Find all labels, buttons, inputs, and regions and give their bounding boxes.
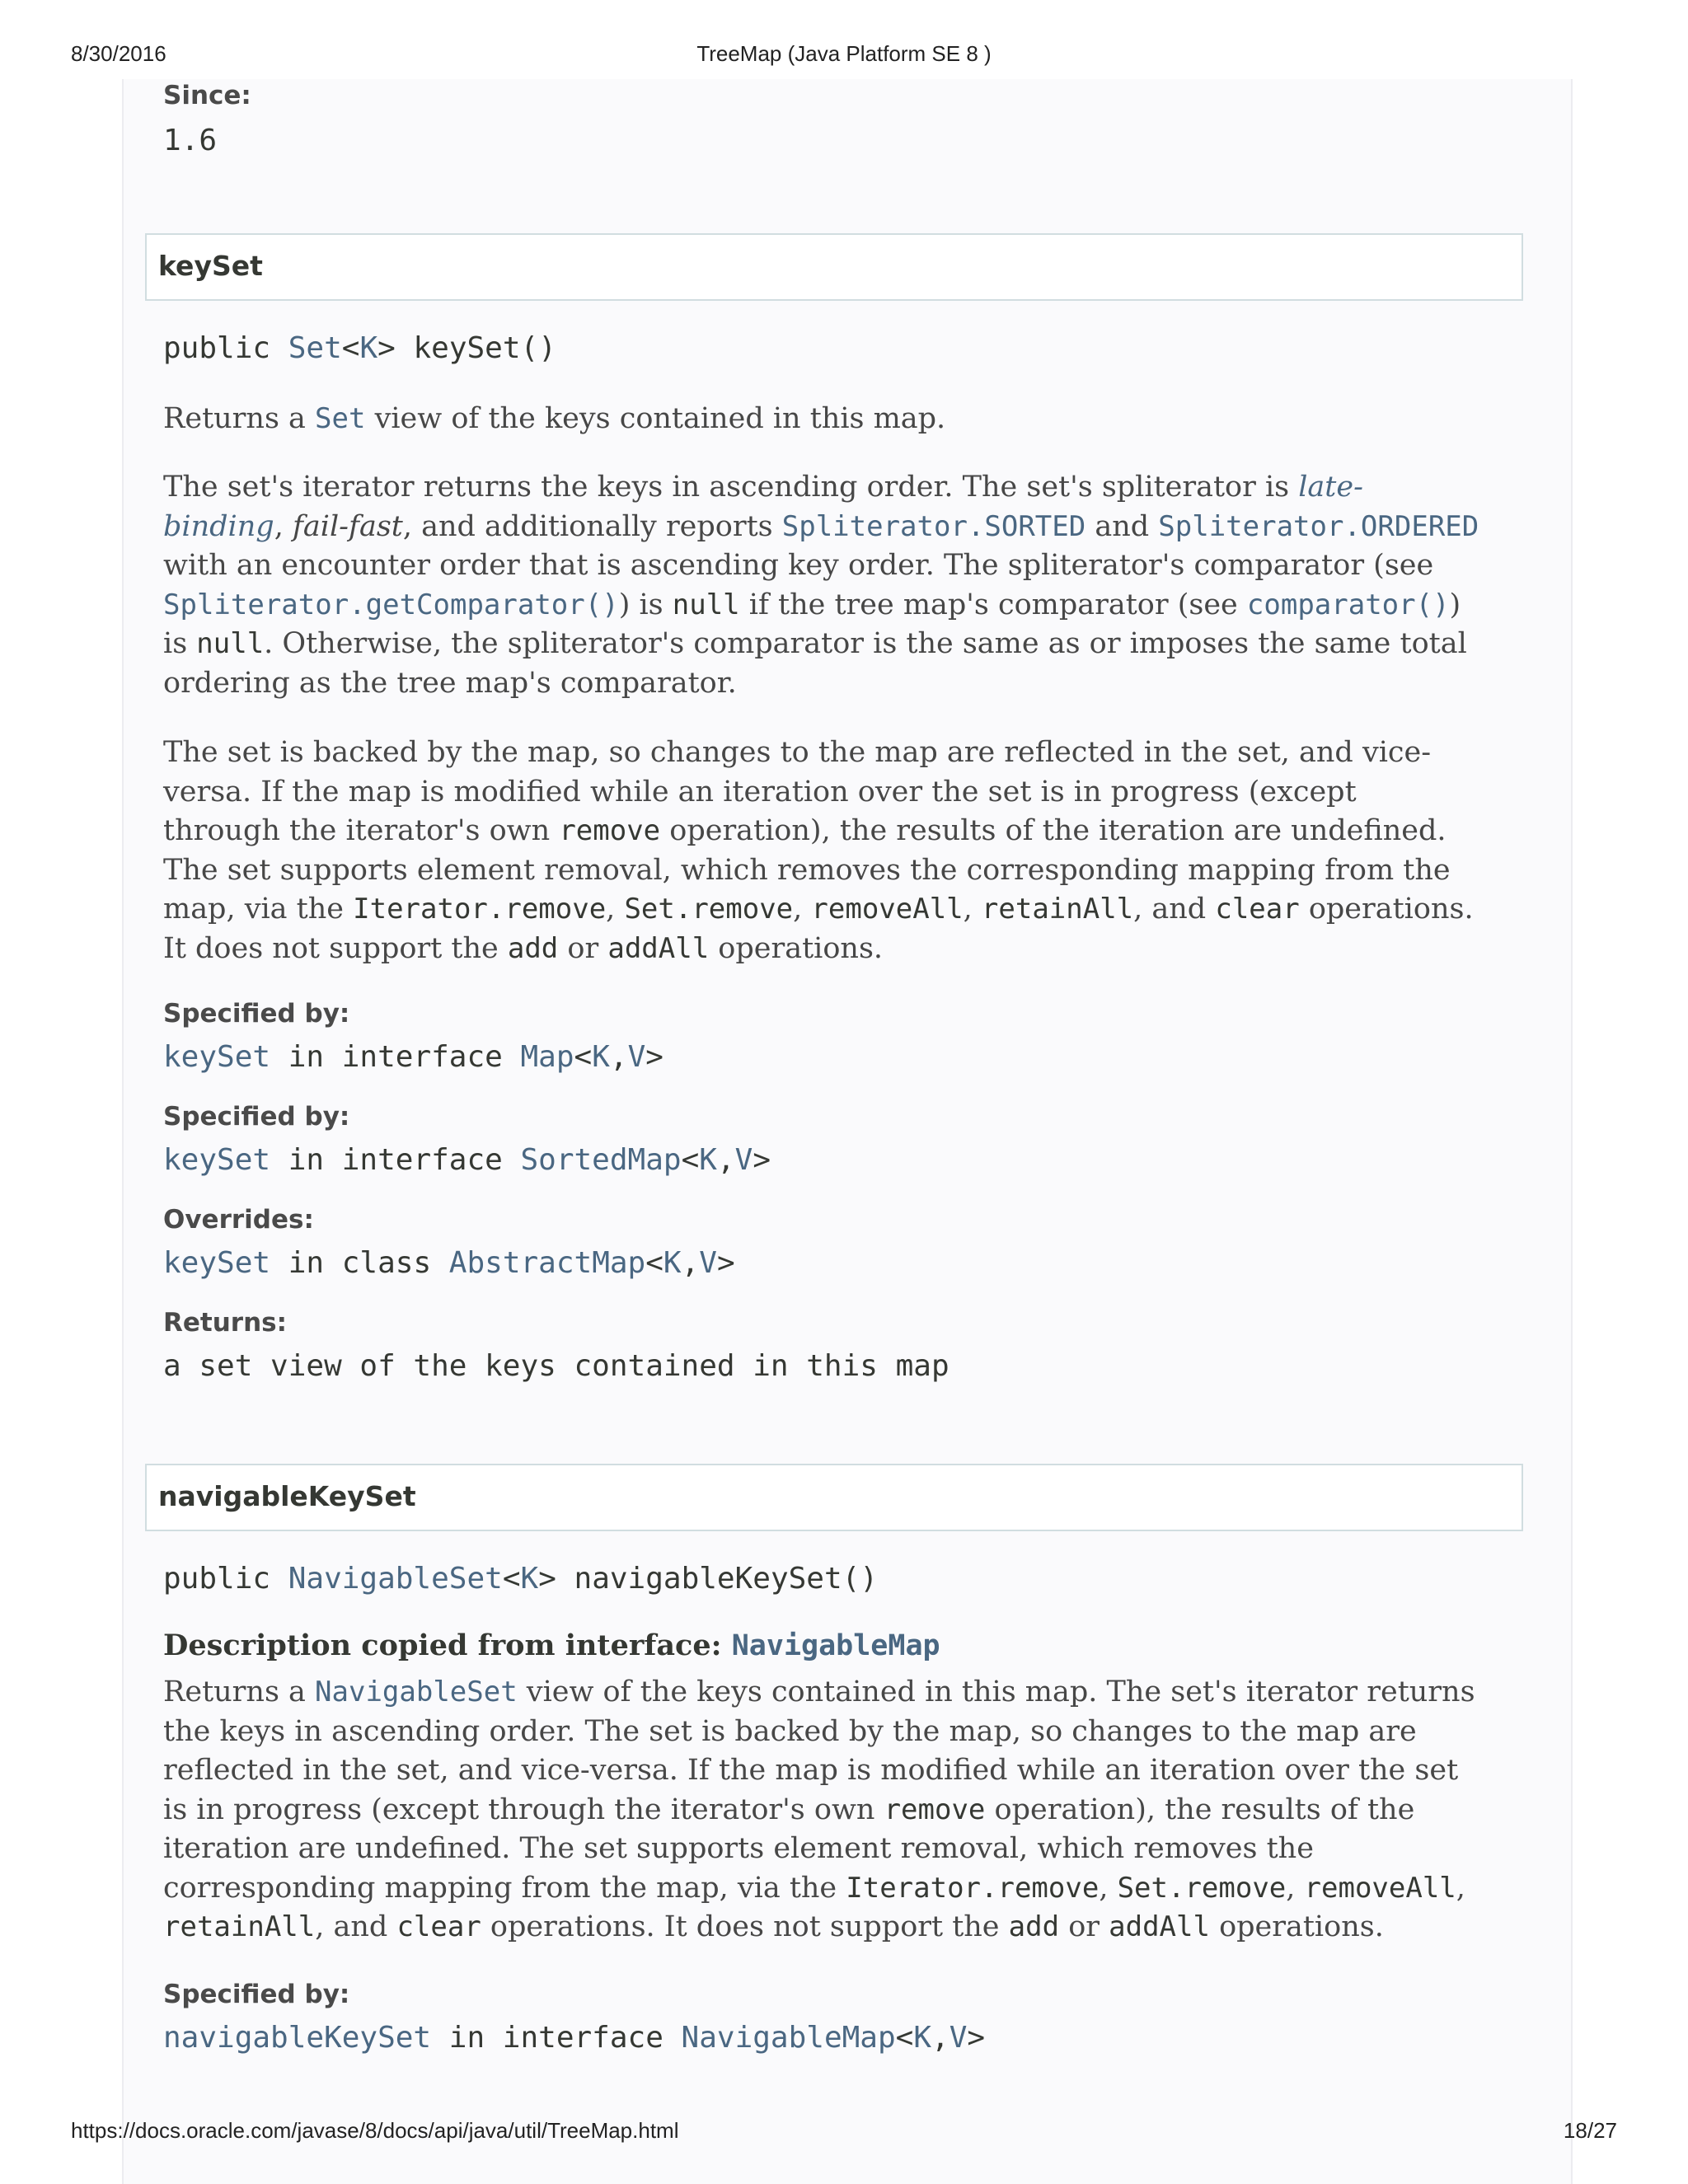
print-header xyxy=(0,41,1688,68)
text: ) is xyxy=(618,588,673,621)
text: , and xyxy=(315,1910,397,1943)
set-link[interactable]: Set xyxy=(315,402,366,435)
text: The set's iterator returns the keys in ascending order. The set's spliterator is xyxy=(163,471,1299,504)
content-frame xyxy=(122,79,1573,2184)
code-removeall: removeAll xyxy=(1304,1871,1456,1905)
text: , and xyxy=(1133,893,1216,926)
text: ) is xyxy=(163,588,1461,660)
text: in interface xyxy=(270,1143,521,1177)
text: , xyxy=(793,893,812,926)
comparator-link[interactable]: comparator() xyxy=(1246,588,1450,621)
keyset-map-link[interactable]: keySet xyxy=(163,1040,271,1074)
description-paragraph xyxy=(163,400,1482,439)
sig-rest: > navigableKeySet() xyxy=(538,1562,878,1596)
text: operation), the results of the iteration are undefined. The set supports element removal, which removes the corresponding mapping from the map, via the xyxy=(163,1793,1415,1905)
keyset-sortedmap-link[interactable]: keySet xyxy=(163,1143,271,1177)
map-interface-link[interactable]: Map xyxy=(520,1040,574,1074)
specified-by-sortedmap xyxy=(163,1143,771,1177)
type-param-k-link[interactable]: K xyxy=(520,1562,539,1596)
type-param-v-link[interactable]: V xyxy=(627,1040,646,1074)
fail-fast-text: fail-fast xyxy=(292,509,403,543)
code-addall: addAll xyxy=(607,931,710,965)
spliterator-sorted-link[interactable]: Spliterator.SORTED xyxy=(781,509,1086,543)
code-null: null xyxy=(196,627,265,660)
abstractmap-class-link[interactable]: AbstractMap xyxy=(448,1246,646,1280)
specified-by-navigablemap xyxy=(163,2021,985,2055)
since-value: 1.6 xyxy=(163,124,218,157)
sig-lt: < xyxy=(341,331,360,365)
text: Returns a xyxy=(163,402,316,435)
text: . Otherwise, the spliterator's comparator is the same as or imposes the same total ordering as the tree map's comparator. xyxy=(163,627,1467,700)
get-comparator-link[interactable]: Spliterator.getComparator() xyxy=(163,588,619,621)
code-set-remove: Set.remove xyxy=(624,893,794,926)
navigablemap-link[interactable]: NavigableMap xyxy=(731,1629,940,1662)
print-date: 8/30/2016 xyxy=(71,41,166,66)
keyset-abstractmap-link[interactable]: keySet xyxy=(163,1246,271,1280)
specified-by-label: Specified by: xyxy=(163,999,350,1029)
text: > xyxy=(645,1040,663,1074)
text: < xyxy=(574,1040,593,1074)
text: , xyxy=(681,1246,700,1280)
type-param-v-link[interactable]: V xyxy=(699,1246,717,1280)
type-param-k-link[interactable]: K xyxy=(699,1143,717,1177)
method-signature xyxy=(163,1562,878,1596)
code-remove: remove xyxy=(559,814,661,847)
text: Description copied from interface: xyxy=(163,1629,732,1662)
text: , xyxy=(609,1040,628,1074)
late-binding-link[interactable]: late-binding xyxy=(163,471,1363,543)
method-header-navigablekeyset xyxy=(145,1464,1523,1531)
sortedmap-interface-link[interactable]: SortedMap xyxy=(520,1143,682,1177)
code-clear: clear xyxy=(396,1910,481,1943)
type-param-k-link[interactable]: K xyxy=(592,1040,610,1074)
text: operations. xyxy=(1209,1910,1384,1943)
code-set-remove: Set.remove xyxy=(1117,1871,1287,1905)
type-param-v-link[interactable]: V xyxy=(949,2021,968,2055)
code-retainall: retainAll xyxy=(981,893,1134,926)
code-add: add xyxy=(1008,1910,1060,1943)
text: operations. It does not support the xyxy=(163,893,1474,965)
print-footer xyxy=(0,2118,1688,2144)
returns-label: Returns: xyxy=(163,1308,287,1338)
text: view of the keys contained in this map. The set's iterator returns the keys in ascending order. The set is backed by the map, so changes to the map are reflected in the set, and vice-versa. If the map is modified while an iteration over the set is in progress (except through the iterator's own xyxy=(163,1675,1475,1826)
code-iterator-remove: Iterator.remove xyxy=(353,893,607,926)
text: , xyxy=(606,893,625,926)
print-title: TreeMap (Java Platform SE 8 ) xyxy=(696,41,992,66)
type-param-k-link[interactable]: K xyxy=(913,2021,932,2055)
text: , xyxy=(931,2021,950,2055)
code-clear: clear xyxy=(1215,893,1300,926)
code-null: null xyxy=(672,588,740,621)
text: in interface xyxy=(270,1040,521,1074)
navigableset-link[interactable]: NavigableSet xyxy=(315,1675,518,1708)
text: operations. It does not support the xyxy=(481,1910,1009,1943)
description-copied-heading xyxy=(163,1629,940,1662)
text: , xyxy=(963,893,982,926)
sig-lt: < xyxy=(502,1562,521,1596)
sig-modifier: public xyxy=(163,331,288,365)
spliterator-paragraph xyxy=(163,468,1482,703)
text: if the tree map's comparator (see xyxy=(739,588,1247,621)
type-param-k-link[interactable]: K xyxy=(359,331,378,365)
method-header-keyset xyxy=(145,233,1523,301)
type-param-k-link[interactable]: K xyxy=(663,1246,682,1280)
text: in interface xyxy=(431,2021,682,2055)
since-label: Since: xyxy=(163,81,251,110)
text: > xyxy=(967,2021,986,2055)
sig-rest: > keySet() xyxy=(377,331,556,365)
text: in class xyxy=(270,1246,449,1280)
code-removeall: removeAll xyxy=(811,893,964,926)
text: < xyxy=(895,2021,914,2055)
returns-value: a set view of the keys contained in this map xyxy=(163,1349,950,1383)
text: Returns a xyxy=(163,1675,316,1708)
navigableset-type-link[interactable]: NavigableSet xyxy=(288,1562,503,1596)
text: operation), the results of the iteration are undefined. The set supports element removal, which removes the corresponding mapping from the map, via the xyxy=(163,814,1451,926)
navigablekeyset-link[interactable]: navigableKeySet xyxy=(163,2021,432,2055)
text: operations. xyxy=(709,931,884,965)
code-iterator-remove: Iterator.remove xyxy=(846,1871,1100,1905)
sig-modifier: public xyxy=(163,1562,288,1596)
text: The set is backed by the map, so changes to the map are reflected in the set, and vice-versa. If the map is modified while an iteration over the set is in progress (except through the iterator's own xyxy=(163,736,1432,847)
code-retainall: retainAll xyxy=(163,1910,316,1943)
code-remove: remove xyxy=(884,1793,986,1826)
text: or xyxy=(558,931,608,965)
description-paragraph xyxy=(163,1673,1482,1947)
method-name: keySet xyxy=(158,250,263,282)
method-signature xyxy=(163,331,556,365)
spliterator-ordered-link[interactable]: Spliterator.ORDERED xyxy=(1158,509,1479,543)
text: < xyxy=(681,1143,700,1177)
print-url: https://docs.oracle.com/javase/8/docs/api/java/util/TreeMap.html xyxy=(71,2118,679,2143)
code-addall: addAll xyxy=(1109,1910,1210,1943)
text: , xyxy=(1286,1871,1305,1905)
text: view of the keys contained in this map. xyxy=(365,402,946,435)
text: , and additionally reports xyxy=(402,509,782,543)
method-name: navigableKeySet xyxy=(158,1480,416,1512)
set-type-link[interactable]: Set xyxy=(288,331,342,365)
page-number: 18/27 xyxy=(1563,2118,1617,2143)
text: and xyxy=(1085,509,1159,543)
text: , xyxy=(716,1143,735,1177)
text: , xyxy=(1456,1871,1465,1905)
navigablemap-interface-link[interactable]: NavigableMap xyxy=(681,2021,896,2055)
overrides-label: Overrides: xyxy=(163,1205,314,1235)
specified-by-map xyxy=(163,1040,663,1074)
code-add: add xyxy=(507,931,559,965)
text: , xyxy=(1099,1871,1118,1905)
text: , xyxy=(274,509,284,543)
text: with an encounter order that is ascending key order. The spliterator's comparator (see xyxy=(163,549,1434,582)
specified-by-label: Specified by: xyxy=(163,1980,350,2009)
text: or xyxy=(1059,1910,1109,1943)
type-param-v-link[interactable]: V xyxy=(734,1143,753,1177)
text: > xyxy=(716,1246,735,1280)
overrides-abstractmap xyxy=(163,1246,735,1280)
specified-by-label: Specified by: xyxy=(163,1102,350,1132)
text: < xyxy=(645,1246,663,1280)
backing-paragraph xyxy=(163,733,1482,968)
text: > xyxy=(753,1143,771,1177)
